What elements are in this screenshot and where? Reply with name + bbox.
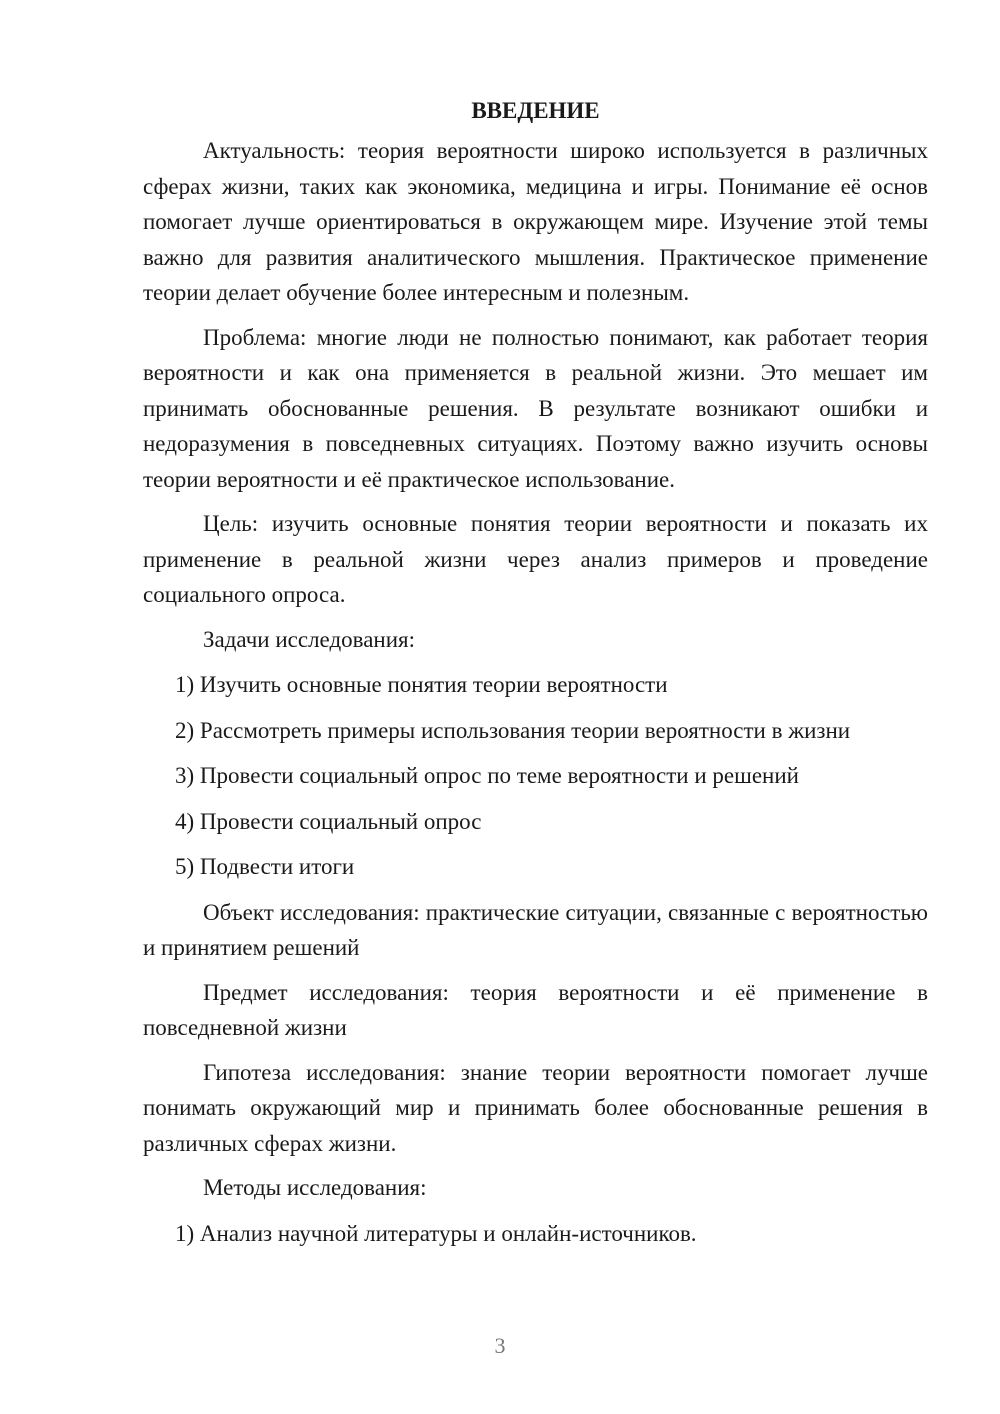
goal-paragraph: Цель: изучить основные понятия теории вероятности и показать их применение в реальной жизни через анализ примеров и проведение социального опроса. [143, 511, 928, 607]
method-item-1: 1) Анализ научной литературы и онлайн-источников. [175, 1220, 697, 1246]
hypothesis-paragraph: Гипотеза исследования: знание теории вероятности помогает лучше понимать окружающий мир и принимать более обоснованные решения в различных сферах жизни. [143, 1059, 928, 1156]
object-paragraph: Объект исследования: практические ситуации, связанные с вероятностью и принятием решений [143, 899, 928, 960]
task-item-1: 1) Изучить основные понятия теории вероятности [175, 672, 668, 697]
problem-paragraph: Проблема: многие люди не полностью понимают, как работает теория вероятности и как она применяется в реальной жизни. Это мешает им принимать обоснованные решения. В результате возникают ошибки и недоразумения в повседневных ситуациях. Поэтому важно изучить основы теории вероятности и её практическое использование. [143, 324, 928, 492]
task-item-4: 4) Провести социальный опрос [175, 808, 482, 834]
subject-paragraph: Предмет исследования: теория вероятности и её применение в повседневной жизни [143, 979, 928, 1040]
tasks-heading: Задачи исследования: [203, 626, 416, 652]
task-item-5: 5) Подвести итоги [175, 854, 355, 879]
task-item-3: 3) Провести социальный опрос по теме вероятности и решений [175, 763, 799, 788]
methods-heading: Методы исследования: [203, 1175, 427, 1200]
document-body [143, 95, 928, 1261]
page-number: 3 [494, 1333, 506, 1358]
task-item-2: 2) Рассмотреть примеры использования теории вероятности в жизни [175, 717, 851, 743]
section-title: ВВЕДЕНИЕ [471, 98, 600, 123]
relevance-paragraph: Актуальность: теория вероятности широко используется в различных сферах жизни, таких как экономика, медицина и игры. Понимание её основ помогает лучше ориентироваться в окружающем мире. Изучение этой темы важно для развития аналитического мышления. Практическое применение теории делает обучение более интересным и полезным. [143, 138, 928, 305]
